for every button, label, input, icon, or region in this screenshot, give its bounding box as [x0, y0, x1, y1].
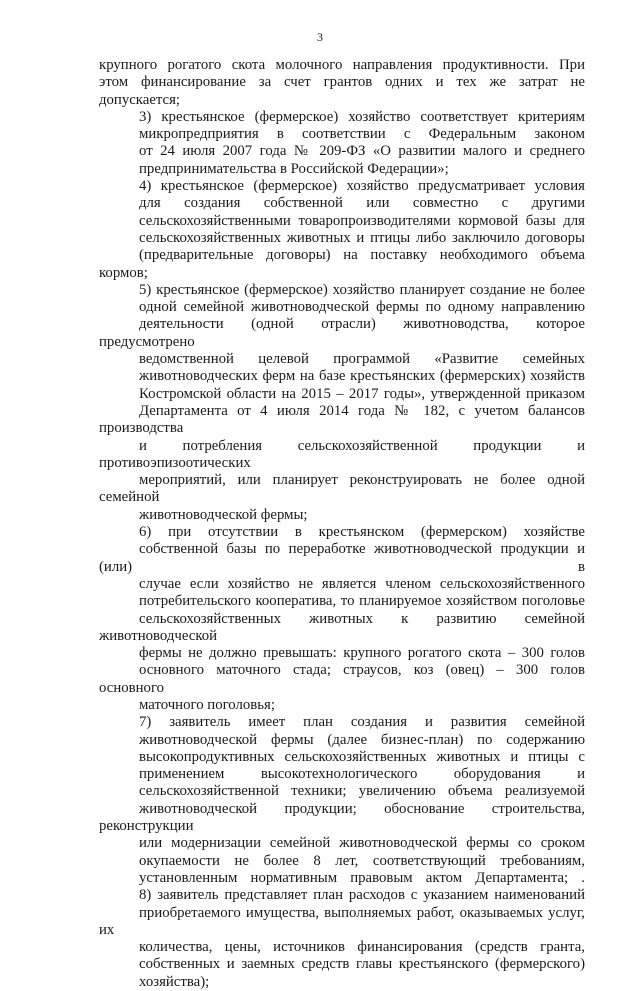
text-line: 7) заявитель имеет план создания и развития семейной — [139, 714, 585, 731]
text-line: Костромской области на 2015 – 2017 годы», утвержденной приказом — [139, 385, 585, 402]
paragraph-item-7 — [99, 714, 585, 887]
text-line: 8) заявитель представляет план расходов с указанием наименований — [139, 887, 585, 904]
text-line: количества, цены, источников финансирования (средств гранта, — [139, 939, 585, 956]
text-line: одной семейной животноводческой фермы по одному направлению — [139, 299, 585, 316]
text-line: сельскохозяйственными товаропроизводителями кормовой базы для — [139, 212, 585, 229]
text-line: хозяйства); — [139, 973, 210, 990]
text-line: этом финансирование за счет грантов одних и тех же затрат не — [99, 74, 585, 91]
text-line: собственных и заемных средств главы крестьянского (фермерского) — [139, 956, 585, 973]
text-line: основного маточного стада; страусов, коз (овец) – 300 голов основного — [99, 662, 585, 696]
text-line: ведомственной целевой программой «Развитие семейных — [139, 351, 585, 368]
text-line: животноводческой продукции; обоснование строительства, реконструкции — [99, 800, 585, 835]
page-number: 3 — [317, 30, 323, 44]
text-line: установленным нормативным правовым актом Департамента; . — [139, 869, 585, 886]
text-line: применением высокотехнологического оборудования и — [139, 766, 585, 783]
text-line: от 24 июля 2007 года № 209-ФЗ «О развитии малого и среднего — [139, 143, 585, 160]
text-line: сельскохозяйственных животных и птицы либо заключило договоры — [139, 229, 585, 246]
paragraph-continuation — [99, 57, 585, 109]
paragraph-item-5 — [99, 282, 585, 524]
paragraph-item-8 — [99, 887, 585, 991]
paragraph-item-3 — [99, 109, 585, 178]
text-line: мероприятий, или планирует реконструировать не более одной семейной — [99, 472, 585, 506]
text-line: потребительского кооператива, то планируемое хозяйством поголовье — [139, 593, 585, 610]
paragraph-item-6 — [99, 524, 585, 714]
text-line: высокопродуктивных сельскохозяйственных животных и птицы с — [139, 748, 585, 765]
text-line: предпринимательства в Российской Федерации»; — [139, 160, 449, 177]
text-line: окупаемости не более 8 лет, соответствующий требованиям, — [139, 852, 585, 869]
text-line: 5) крестьянское (фермерское) хозяйство планирует создание не более — [139, 281, 585, 298]
text-line: фермы не должно превышать: крупного рогатого скота – 300 голов — [139, 645, 585, 662]
text-line: сельскохозяйственной техники; увеличению объема реализуемой — [139, 783, 585, 800]
text-line: и потребления сельскохозяйственной продукции и противоэпизоотических — [99, 437, 585, 471]
text-line: 6) при отсутствии в крестьянском (фермерском) хозяйстве — [139, 524, 585, 541]
text-line: маточного поголовья; — [139, 696, 275, 713]
text-line: приобретаемого имущества, выполняемых работ, оказываемых услуг, их — [99, 904, 585, 938]
text-line: крупного рогатого скота молочного направления продуктивности. При — [99, 57, 585, 73]
text-line: собственной базы по переработке животноводческой продукции и (или) в — [99, 541, 585, 575]
text-line: (предварительные договоры) на поставку необходимого объема кормов; — [99, 247, 585, 281]
text-line: животноводческих ферм на базе крестьянских (фермерских) хозяйств — [139, 368, 585, 385]
text-line: Департамента от 4 июля 2014 года № 182, с учетом балансов производства — [99, 402, 585, 437]
text-line: животноводческой фермы (далее бизнес-план) по содержанию — [139, 731, 585, 748]
document-body — [99, 57, 585, 991]
text-line: сельскохозяйственных животных к развитию семейной животноводческой — [99, 610, 585, 644]
text-line: для создания собственной или совместно с другими — [139, 195, 585, 212]
text-line: деятельности (одной отрасли) животноводства, которое предусмотрено — [99, 316, 585, 350]
text-line: 3) крестьянское (фермерское) хозяйство соответствует критериям — [139, 108, 585, 125]
text-line: случае если хозяйство не является членом сельскохозяйственного — [139, 575, 585, 592]
text-line: допускается; — [99, 91, 181, 108]
text-line: 4) крестьянское (фермерское) хозяйство предусматривает условия — [139, 178, 585, 195]
text-line: животноводческой фермы; — [139, 506, 308, 523]
text-line: микропредприятия в соответствии с Федеральным законом — [139, 126, 585, 143]
paragraph-item-4 — [99, 178, 585, 282]
text-line: или модернизации семейной животноводческой фермы со сроком — [139, 835, 585, 852]
